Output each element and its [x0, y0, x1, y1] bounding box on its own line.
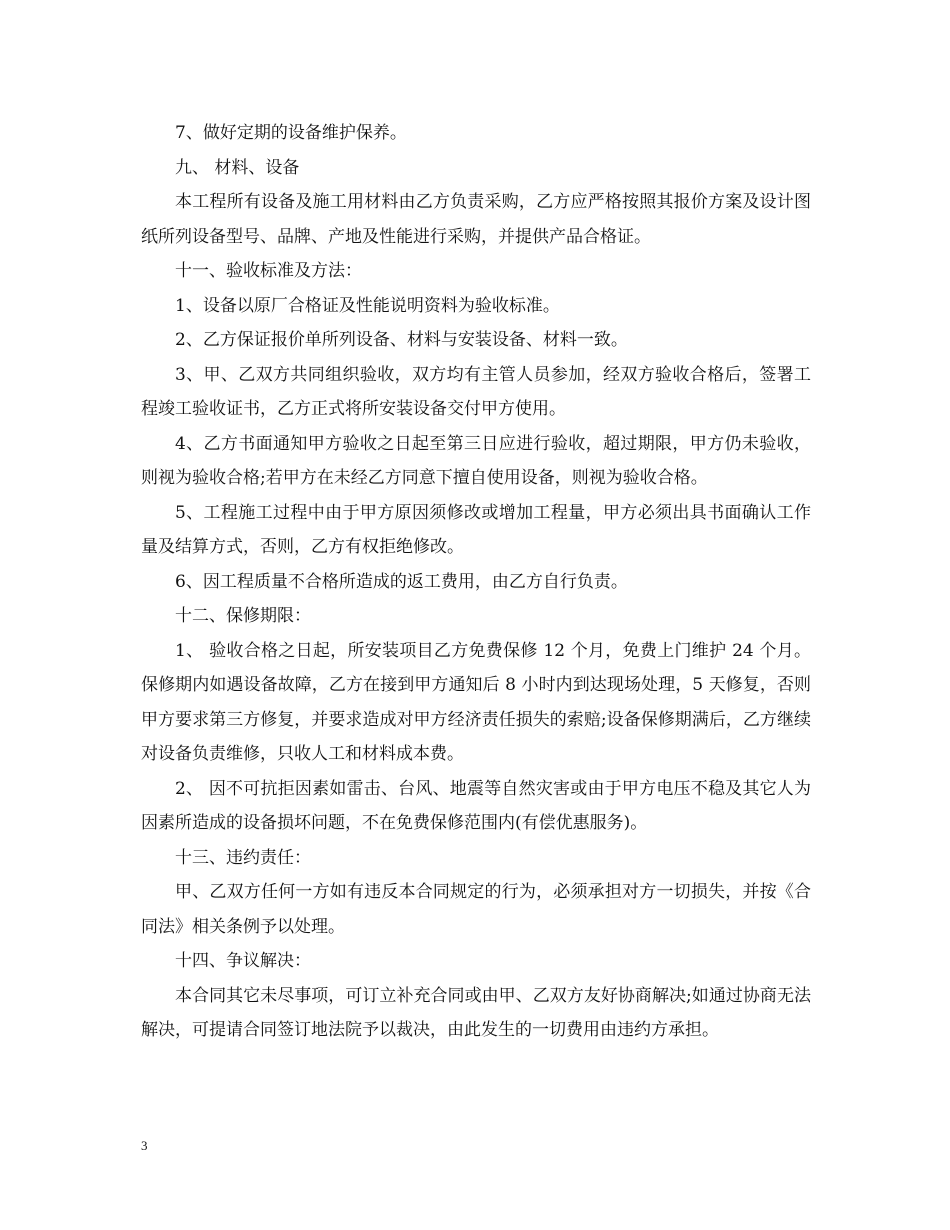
paragraph-acceptance-3: 3、甲、乙双方共同组织验收，双方均有主管人员参加，经双方验收合格后，签署工程竣工验收证书，乙方正式将所安装设备交付甲方使用。 — [141, 364, 811, 419]
document-body — [141, 116, 811, 1048]
paragraph-acceptance-2: 2、乙方保证报价单所列设备、材料与安装设备、材料一致。 — [175, 330, 628, 350]
paragraph-acceptance-6: 6、因工程质量不合格所造成的返工费用，由乙方自行负责。 — [175, 571, 628, 592]
paragraph-acceptance-4: 4、乙方书面通知甲方验收之日起至第三日应进行验收，超过期限，甲方仍未验收，则视为验收合格;若甲方在未经乙方同意下擅自使用设备，则视为验收合格。 — [141, 433, 811, 488]
heading-warranty: 十二、保修期限： — [175, 606, 311, 626]
paragraph-dispute: 本合同其它未尽事项，可订立补充合同或由甲、乙双方友好协商解决;如通过协商无法解决，可提请合同签订地法院予以裁决，由此发生的一切费用由违约方承担。 — [141, 985, 811, 1040]
heading-materials-equipment: 九、 材料、设备 — [175, 157, 300, 178]
paragraph-warranty-2: 2、 因不可抗拒因素如雷击、台风、地震等自然灾害或由于甲方电压不稳及其它人为因素所造成的设备损坏问题，不在免费保修范围内(有偿优惠服务)。 — [141, 778, 811, 833]
paragraph-procurement: 本工程所有设备及施工用材料由乙方负责采购，乙方应严格按照其报价方案及设计图纸所列设备型号、品牌、产地及性能进行采购，并提供产品合格证。 — [141, 192, 811, 247]
heading-liability: 十三、违约责任： — [175, 847, 311, 868]
page-number: 3 — [141, 1138, 148, 1153]
paragraph-acceptance-5: 5、工程施工过程中由于甲方原因须修改或增加工程量，甲方必须出具书面确认工作量及结算方式，否则，乙方有权拒绝修改。 — [141, 502, 811, 557]
heading-acceptance: 十一、验收标准及方法： — [175, 261, 362, 281]
paragraph-warranty-1: 1、 验收合格之日起，所安装项目乙方免费保修 12 个月，免费上门维护 24 个月。保修期内如遇设备故障，乙方在接到甲方通知后 8 小时内到达现场处理，5 天修复，否则甲方要求第三方修复，并要求造成对甲方经济责任损失的索赔;设备保修期满后，乙方继续对设备负责维修，只收人工和材料成本费。 — [141, 640, 811, 764]
paragraph-liability: 甲、乙双方任何一方如有违反本合同规定的行为，必须承担对方一切损失，并按《合同法》相关条例予以处理。 — [141, 882, 811, 937]
paragraph-acceptance-1: 1、设备以原厂合格证及性能说明资料为验收标准。 — [175, 295, 560, 316]
paragraph-maintenance: 7、做好定期的设备维护保养。 — [175, 123, 407, 143]
heading-dispute: 十四、争议解决： — [175, 951, 311, 971]
